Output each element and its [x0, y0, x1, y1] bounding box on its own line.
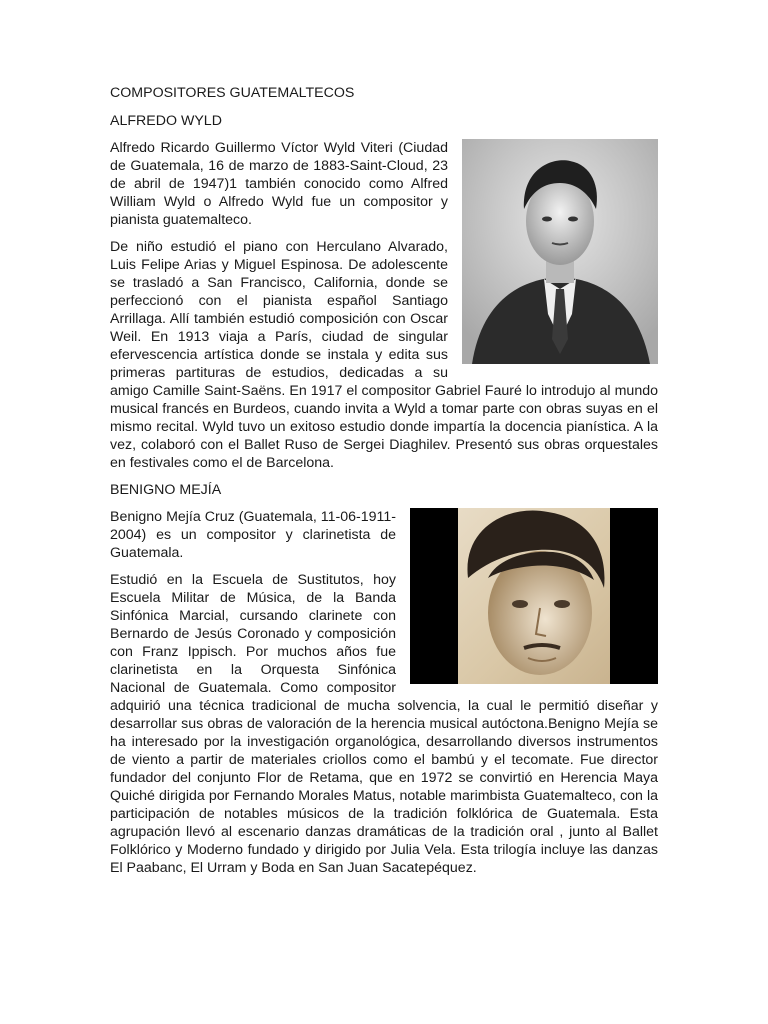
wyld-paragraph-2: De niño estudió el piano con Herculano Alvarado, Luis Felipe Arias y Miguel Espinosa. De adolescente se trasladó a San Francisco, California, donde se perfeccionó con el pianista español Santiago Arrillaga. Allí también estudió composición con Oscar Weil. En 1913 viaja a París, ciudad de singular efervescencia artística donde se instala y edita sus primeras partituras de estudios, dedicadas a su amigo Camille Saint-Saëns. En 1917 el compositor Gabriel Fauré lo introdujo al mundo musical francés en Burdeos, cuando invita a Wyld a tomar parte con obras suyas en el mismo recital. Wyld tuvo un exitoso estudio donde impartía la docencia pianística. A la vez, colaboró con el Ballet Ruso de Sergei Diaghilev. Presentó sus obras orquestales en festivales como el de Barcelona.	[110, 239, 658, 471]
portrait-benigno-mejia	[410, 508, 658, 684]
portrait-mejia-image	[458, 508, 610, 684]
portrait-wyld-image	[462, 139, 658, 364]
document-title: COMPOSITORES GUATEMALTECOS	[110, 85, 355, 101]
document-page	[110, 84, 658, 886]
wyld-paragraph-1: Alfredo Ricardo Guillermo Víctor Wyld Viteri (Ciudad de Guatemala, 16 de marzo de 1883-Saint-Cloud, 23 de abril de 1947)1 también conocido como Alfred William Wyld o Alfredo Wyld fue un compositor y pianista guatemalteco.	[110, 140, 448, 228]
mejia-paragraph-1: Benigno Mejía Cruz (Guatemala, 11-06-1911-2004) es un compositor y clarinetista de Guatemala.	[110, 509, 396, 561]
section-heading-mejia: BENIGNO MEJÍA	[110, 482, 222, 498]
section-heading-wyld: ALFREDO WYLD	[110, 113, 222, 129]
portrait-mejia-frame	[458, 508, 610, 684]
portrait-alfredo-wyld	[462, 139, 658, 364]
mejia-paragraph-2: Estudió en la Escuela de Sustitutos, hoy Escuela Militar de Música, de la Banda Sinfónica Marcial, cursando clarinete con Bernardo de Jesús Coronado y composición con Franz Ippisch. Por muchos años fue clarinetista en la Orquesta Sinfónica Nacional de Guatemala. Como compositor adquirió una técnica tradicional de mucha solvencia, la cual le permitió diseñar y desarrollar sus obras de valoración de la herencia musical autóctona.Benigno Mejía se ha interesado por la investigación organológica, desarrollando diversos instrumentos de viento a partir de materiales criollos como el bambú y el tecomate. Fue director fundador del conjunto Flor de Retama, que en 1972 se convirtió en Herencia Maya Quiché dirigida por Fernando Morales Matus, notable marimbista Guatemalteco, con la participación de notables músicos de la tradición folklórica de Guatemala. Esta agrupación llevó al escenario danzas dramáticas de la tradición oral , junto al Ballet Folklórico y Moderno fundado y dirigido por Julia Vela. Esta trilogía incluye las danzas El Paabanc, El Urram y Boda en San Juan Sacatepéquez.	[110, 572, 658, 876]
